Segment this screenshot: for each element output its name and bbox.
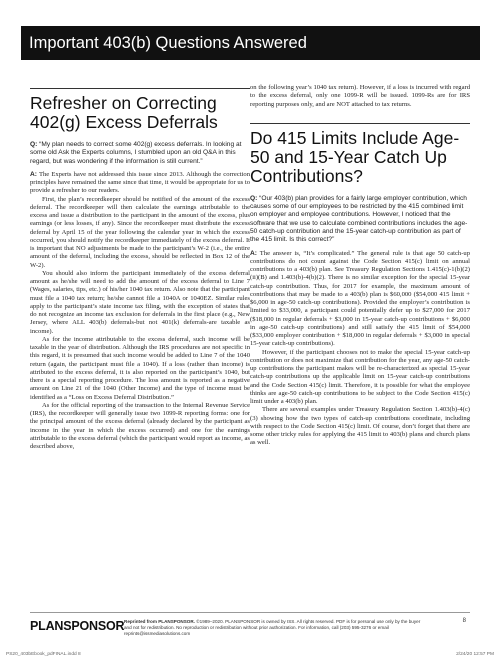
answer-text: The Experts have not addressed this issue since 2013. Although the correction principles have remained the same since that time, it would be appropriate for us to provide a refresher to our readers.: [30, 170, 251, 195]
continued-text: [250, 84, 470, 109]
question: [250, 195, 470, 245]
body-paragraph: You should also inform the participant immediately of the excess deferral amount as he/she will need to add the amount of the excess deferral to Line 7 (Wages, salaries, tips, etc.) of his/her 1040 tax return. Also note that the participant must file a 1040 tax return; he/she cannot file a 1040A or 1040EZ. Similar rules apply to the participant’s state income tax filing, with the exception of states that do not recognize an income tax exclusion for deferrals in the first place (e.g., New Jersey, where ALL 403(b) deferrals-but not 401(k) deferrals-are taxable as income).: [30, 269, 250, 335]
slug-filename: PS20_403bEbook_pdFINAL.indd 8: [6, 652, 81, 657]
answer-paragraph: [250, 250, 470, 349]
question-label: Q:: [250, 194, 258, 202]
body-paragraph: As for the income attributable to the excess deferral, such income will be taxable in the year of distribution. Although the IRS procedures are not specific in this regard, it is presumed that such income would be added to Line 7 of the 1040 return (again, the participant must file a 1040). If a loss (rather than income) is attributed to the excess deferral, it is also reported on the participant’s 1040, but there is a special reporting procedure. The loss amount is reported as a negative amount on Line 21 of the 1040 (Other Income) and the type of income must be identified as a “Loss on Excess Deferral Distribution.”: [30, 335, 250, 401]
question-label: Q:: [30, 141, 38, 148]
body-paragraph: As for the official reporting of the transaction to the Internal Revenue Service (IRS), the recordkeeper will generally issue two 1099-R reporting forms: one for the principal amount of the excess deferral (already declared by the participant as income in the year in which the excess occurred) and one for the earnings attributable to the excess deferral (which the participant would report as income, as described above,: [30, 401, 250, 451]
plansponsor-logo: PLANSPONSOR: [30, 619, 125, 633]
article-heading: Do 415 Limits Include Age-50 and 15-Year Catch Up Contributions?: [250, 127, 460, 186]
right-column: [250, 84, 470, 448]
heading-rule: [250, 123, 470, 124]
print-slug: [6, 650, 494, 660]
answer-label: A:: [30, 170, 37, 178]
question: [30, 141, 250, 166]
question-text: “My plan needs to correct some 402(g) excess deferrals. In looking at some old Ask the Experts columns, I stumbled upon an old Q&A in this regard, but was wondering if the information is still current.”: [30, 141, 242, 165]
answer-paragraph: [30, 171, 250, 196]
reprint-notice-text: ©1989–2020. PLANSPONSOR is owned by ISS. All rights reserved. PDF is for personal use only by the buyer and not for redistribution. No reproduction or redistribution without prior authorization. For information, call (203) 595-3276 or email reprints@issmediasolutions.com: [124, 619, 421, 636]
article-body: [250, 250, 470, 448]
body-paragraph: However, if the participant chooses not to make the special 15-year catch-up contribution or does not maximize that contribution for the year, any age-50 catch-up contributions the participant makes will be re-characterized as special 15-year catch-up contributions up the applicable limit on 15-year catch-up contributions and the Code Section 415(c) limit. Therefore, it is possible for what the employee thinks are age-50 catch-up contributions to be subject to the Code Section 415(c) limit under a 403(b) plan.: [250, 348, 470, 406]
continuation-paragraph: on the following year’s 1040 tax return). However, if a loss is incurred with regard to the excess deferral, only one 1099-R will be issued. 1099-Rs are for IRS reporting purposes only, and are NOT attached to tax returns.: [250, 84, 470, 108]
body-paragraph: First, the plan’s recordkeeper should be notified of the amount of the excess deferral. The recordkeeper will then calculate the earnings attributable to the excess and issue a distribution to the participant in the amount of the excess, plus earnings (or less losses, if any). Since the recordkeeper must distribute the excess deferral by April 15 of the year following the calendar year in which the excess occurred, you should notify the recordkeeper immediately of the excess deferral. It is important that NO adjustments be made to the participant’s W-2 (i.e., the entire amount of the deferral, including the excess, should be reflected in Box 12 of the W-2).: [30, 195, 250, 269]
page-number: 8: [462, 618, 466, 624]
answer-label: A:: [250, 249, 257, 257]
article-heading: Refresher on Correcting 402(g) Excess Deferrals: [30, 93, 218, 132]
heading-rule: [30, 88, 250, 89]
reprint-notice: [124, 619, 424, 637]
body-paragraph: There are several examples under Treasury Regulation Section 1.403(b)-4(c)(3) showing how the two types of catch-up contributions coordinate, including with respect to the Code Section 415(c) limit. Of course, don’t forget that there are some other tricky rules for applying the 415 limit to 403(b) plans and church plans as well.: [250, 406, 470, 447]
answer-text: The answer is, “It’s complicated.” The general rule is that age 50 catch-up contributions do not count against the Code Section 415(c) limit on annual contributions to a 403(b) plan. See Treasury Regulation Sections 1.415(c)-1(b)(2)(ii)(B) and 1.403(b)-4(b)(2). There is no similar exception for the special 15-year catch-up contribution. Thus, for 2017 for example, the maximum amount of contributions that may be made to a 403(b) plan is $60,000 ($54,000 415 limit + $6,000 in age-50 catch-up contributions). Provided the employer’s contribution is limited to $33,000, a participant could potentially defer up to $27,000 for 2017 ($18,000 in regular deferrals + $3,000 in 15-year catch-up contributions + $6,000 in age-50 catch-up contributions) and still satisfy the 415 limit of $54,000 ($33,000 employer contribution + $18,000 in regular deferrals + $3,000 in special 15-year catch-up contributions).: [250, 249, 471, 348]
question-text: “Our 403(b) plan provides for a fairly large employer contribution, which causes some of our employees to be restricted by the 415 combined limit on employer and employee contributions. However, I noticed that the software that we use to calculate combined contributions includes the age-50 catch-up contribution and the 15-year catch-up contribution as part of the 415 limit. Is this correct?”: [250, 194, 468, 244]
slug-datetime: 2/24/20 12:57 PM: [456, 652, 494, 657]
left-column: [30, 88, 250, 451]
reprint-notice-lead: Reprinted from PLANSPONSOR.: [124, 619, 195, 624]
section-banner: [21, 26, 480, 60]
banner-title: Important 403(b) Questions Answered: [29, 34, 307, 52]
page-footer: [30, 612, 470, 648]
article-body: [30, 171, 250, 452]
